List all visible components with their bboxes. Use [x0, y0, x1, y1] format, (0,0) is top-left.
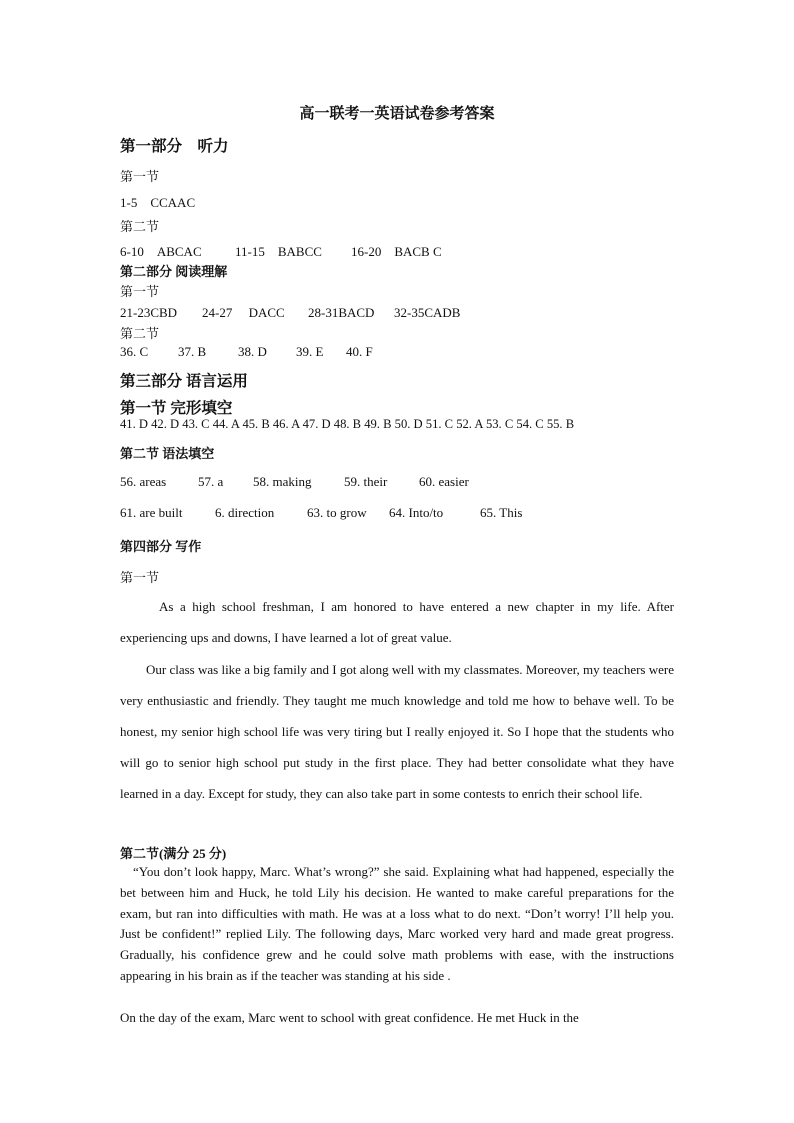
part2-section1-answers [120, 302, 460, 321]
answer-group: 24-27 DACC [202, 305, 285, 320]
part3-section2-row1 [120, 474, 469, 490]
answer-item: 64. Into/to [389, 505, 444, 520]
part4-section1-label: 第一节 [120, 570, 160, 585]
part2-section2-label: 第二节 [120, 326, 160, 341]
part3-section1-label: 第一节 完形填空 [120, 400, 233, 417]
answer-item: 60. easier [419, 474, 469, 489]
essay2-paragraph2: On the day of the exam, Marc went to school with great confidence. He met Huck in the [120, 1010, 579, 1025]
answer-item: 56. areas [120, 474, 167, 489]
answer-group: 28-31BACD [308, 305, 375, 320]
part3-heading: 第三部分 语言运用 [120, 373, 248, 390]
answer-group: 16-20 BACB C [351, 244, 442, 259]
part1-section1-label: 第一节 [120, 169, 160, 184]
answer-item: 39. E [296, 344, 324, 359]
answer-item: 65. This [480, 505, 523, 520]
part4-heading: 第四部分 写作 [120, 539, 202, 554]
part2-heading: 第二部分 阅读理解 [120, 264, 228, 279]
part1-section2-answers [120, 241, 442, 260]
answer-item: 57. a [198, 474, 224, 489]
part2-section1-label: 第一节 [120, 284, 160, 299]
part4-section2-label: 第二节(满分 25 分) [120, 846, 227, 861]
part1-section1-answers [120, 192, 195, 211]
answer-item: 38. D [238, 344, 267, 359]
part2-section2-answers [120, 344, 373, 360]
answer-group: 32-35CADB [394, 305, 461, 320]
part3-section2-label: 第二节 语法填空 [120, 446, 215, 461]
answer-group: 6-10 ABCAC [120, 244, 202, 259]
part3-section1-answers: 41. D 42. D 43. C 44. A 45. B 46. A 47. D 48. B 49. B 50. D 51. C 52. A 53. C 54. C 55. B [120, 417, 575, 431]
part3-section2-row2 [120, 505, 522, 521]
essay1-paragraph1: As a high school freshman, I am honored to have entered a new chapter in my life. After experiencing ups and downs, I have learned a lot of great value. [120, 599, 674, 645]
page-title: 高一联考一英语试卷参考答案 [299, 106, 495, 122]
answer-item: 40. F [346, 344, 373, 359]
answer-item: 59. their [344, 474, 388, 489]
essay1-paragraph2: Our class was like a big family and I got along well with my classmates. Moreover, my teachers were very enthusiastic and friendly. They taught me much knowledge and told me how to behave well. To be honest, my senior high school life was very tiring but I really enjoyed it. So I hope that the students who will go to senior high school put study in the first place. They had better consolidate what they have learned in a day. Except for study, they can also take part in some contests to enrich their school life. [120, 662, 674, 801]
answer-item: 61. are built [120, 505, 183, 520]
part1-heading: 第一部分 听力 [120, 138, 229, 155]
answer-item: 37. B [178, 344, 207, 359]
answer-item: 6. direction [215, 505, 275, 520]
answer-group: 11-15 BABCC [235, 244, 322, 259]
answer-group: 1-5 CCAAC [120, 195, 196, 210]
answer-item: 58. making [253, 474, 312, 489]
part1-section2-label: 第二节 [120, 219, 160, 234]
answer-group: 21-23CBD [120, 305, 178, 320]
essay2-paragraph1: “You don’t look happy, Marc. What’s wrong?” she said. Explaining what had happened, especially the bet between him and Huck, he told Lily his decision. He wanted to make careful preparations for the exam, but ran into difficulties with math. He was at a loss what to do next. “Don’t worry! I’ll help you. Just be confident!” replied Lily. The following days, Marc worked very hard and made great progress. Gradually, his confidence grew and he could solve math problems with ease, with the instructions appearing in his brain as if the teacher was standing at his side . [120, 864, 674, 983]
answer-item: 36. C [120, 344, 149, 359]
answer-item: 63. to grow [307, 505, 367, 520]
